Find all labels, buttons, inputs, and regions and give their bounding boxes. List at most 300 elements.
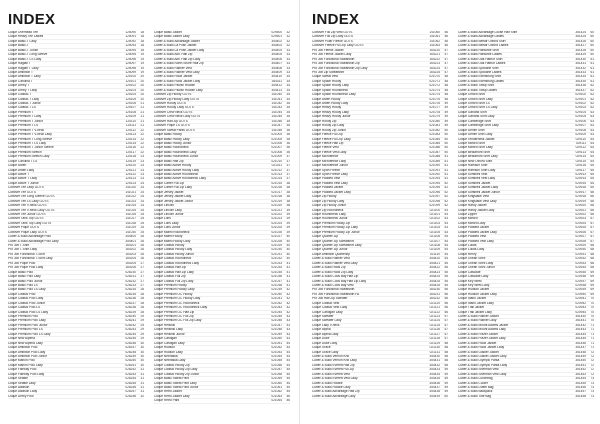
entry-page: 39	[286, 217, 290, 221]
entry-name: Clique Zip Hoody Junior	[312, 204, 347, 208]
entry-code: 021095	[429, 186, 440, 190]
entry-code: 125099	[125, 70, 136, 74]
entry-name: Clique Classic Hoody Zip Lady	[154, 368, 198, 372]
entry-page: 35	[286, 115, 290, 119]
entry-code: 354407	[271, 62, 282, 66]
entry-code: 351455	[575, 381, 586, 385]
entry-page: 33	[286, 66, 290, 70]
entry-name: Clique Premium T V-neck	[8, 128, 45, 132]
entry-page: 72	[590, 354, 594, 358]
entry-code: 021027	[271, 235, 282, 239]
entry-page: 24	[140, 190, 144, 194]
entry-code: 020924	[575, 221, 586, 225]
entry-name: Clique Classic Vest Lady	[312, 306, 348, 310]
entry-page: 24	[140, 199, 144, 203]
entry-code: 351440	[575, 315, 586, 318]
entry-page: 69	[590, 292, 594, 296]
entry-code: 028251	[125, 363, 136, 367]
entry-code: 351446	[575, 341, 586, 345]
entry-code: 354434	[429, 372, 440, 376]
entry-page: 53	[444, 208, 448, 212]
entry-code: 029114	[575, 155, 586, 159]
entry-page: 40	[286, 248, 290, 252]
entry-name: Clique Idaho Jacket	[458, 297, 486, 301]
entry-page: 21	[140, 124, 144, 128]
entry-name: Clique Basic Hoody Junior	[154, 141, 192, 145]
entry-code: 125122	[125, 173, 136, 176]
entry-page: 23	[140, 173, 144, 176]
entry-page: 67	[590, 226, 594, 230]
entry-code: 125113	[125, 133, 136, 137]
entry-page: 25	[140, 230, 144, 234]
entry-code: 028236	[125, 297, 136, 301]
entry-page: 73	[590, 386, 594, 389]
entry-page: 72	[590, 368, 594, 372]
index-page-left	[0, 0, 296, 424]
entry-page: 44	[286, 363, 290, 367]
entry-name: Cutter & Buck Pacific Hoodie Lady	[154, 88, 203, 92]
entry-code: 164232	[429, 297, 440, 301]
entry-name: Cutter & Buck Hood Jacket	[458, 341, 497, 345]
entry-name: Cutter & Buck Spokane Ladies	[458, 70, 502, 74]
entry-page: 34	[286, 88, 290, 92]
entry-page: 43	[286, 315, 290, 318]
entry-page: 33	[286, 48, 290, 52]
entry-name: Cottover Polar Fleece GOTS	[312, 39, 353, 43]
entry-page: 37	[286, 164, 290, 168]
entry-code: 125123	[125, 177, 136, 181]
entry-page: 32	[140, 394, 144, 398]
entry-code: 351452	[575, 368, 586, 372]
entry-page: 52	[444, 181, 448, 185]
entry-name: Cottover Pique GOTS	[8, 226, 40, 230]
entry-page: 62	[590, 93, 594, 97]
entry-code: 125112	[125, 128, 136, 132]
entry-code: 021028	[271, 239, 282, 243]
entry-code: 021041	[271, 297, 282, 301]
entry-name: Clique Padded Vest	[312, 177, 340, 181]
entry-code: 021071	[429, 79, 440, 83]
entry-name: Clique Jersey Jacket Lady	[154, 195, 192, 199]
entry-name: Pro Job Functional T-Shirt Lady	[8, 257, 53, 261]
entry-page: 70	[590, 301, 594, 305]
entry-page: 55	[444, 266, 448, 270]
entry-name: Clique Softshell Vest Lady	[458, 177, 496, 181]
entry-page: 46	[444, 39, 448, 43]
entry-name: Cutter & Buck La Push Jacket	[154, 44, 197, 48]
entry-code: 021096	[429, 190, 440, 194]
entry-name: Clique Ambition T Lady	[8, 75, 41, 79]
entry-page: 60	[590, 39, 594, 43]
entry-code: 029110	[575, 137, 586, 141]
entry-code: 020936	[575, 275, 586, 279]
entry-page: 51	[444, 168, 448, 172]
entry-page: 68	[590, 252, 594, 256]
entry-page: 36	[286, 146, 290, 150]
entry-name: Pro Job Zip Sweatshirt	[312, 70, 345, 74]
entry-name: Cutter & Buck Everett Half Zip	[312, 363, 355, 367]
entry-code: 020929	[575, 244, 586, 247]
entry-name: Clique Harrison Shirt	[458, 164, 488, 168]
entry-name: Clique Basic Sweat Pant Junior	[154, 386, 199, 389]
entry-code: 125095	[125, 53, 136, 57]
entry-name: Cutter & Buck Frazer Jacket	[458, 332, 498, 336]
entry-page: 47	[444, 70, 448, 74]
entry-name: Clique Trail Jacket	[458, 306, 485, 310]
entry-code: 028256	[125, 386, 136, 389]
entry-name: Clique Classic Half Zip Lady	[154, 270, 194, 274]
entry-code: 020941	[575, 297, 586, 301]
entry-name: Clique Ambition Polo Junior	[8, 354, 47, 358]
entry-code: 021047	[271, 323, 282, 327]
entry-page: 60	[590, 53, 594, 57]
entry-code: 021033	[271, 261, 282, 265]
entry-name: Pro Job Fleece Jacket Lady	[312, 53, 352, 57]
entry-code: 125107	[125, 106, 136, 110]
entry-name: Clique Arden Lady	[8, 168, 35, 172]
entry-page: 63	[590, 128, 594, 132]
entry-code: 020943	[575, 306, 586, 310]
entry-code: 021043	[271, 306, 282, 310]
entry-page: 38	[286, 181, 290, 185]
entry-name: Cutter & Buck Rainier Vest	[154, 66, 192, 70]
entry-code: 029107	[575, 124, 586, 128]
entry-code: 021121	[429, 306, 440, 310]
entry-page: 55	[444, 283, 448, 287]
entry-code: 125093	[125, 44, 136, 48]
entry-page: 45	[286, 372, 290, 376]
index-columns	[312, 31, 594, 399]
entry-page: 30	[140, 341, 144, 345]
entry-code: 354413	[271, 88, 282, 92]
entry-page: 38	[286, 195, 290, 199]
entry-name: Clique Denim Shirt Lady	[458, 133, 493, 137]
entry-page: 41	[286, 261, 290, 265]
entry-name: Clique Oxford Shirt	[458, 93, 485, 97]
entry-name: Cutter & Buck Rainier Vest Lady	[312, 261, 358, 265]
entry-code: 021128	[429, 337, 440, 341]
entry-name: Cottover Fleece Full Zip Lady GOTS	[312, 44, 364, 48]
entry-page: 36	[286, 150, 290, 154]
entry-page: 60	[590, 44, 594, 48]
entry-name: Cottover Crew Neck GOTS	[154, 110, 193, 114]
entry-page: 39	[286, 226, 290, 230]
entry-name: Clique Trail Jacket Lady	[458, 310, 492, 314]
entry-page: 25	[140, 208, 144, 212]
entry-name: Clique Fleece Full Zip	[312, 133, 343, 137]
entry-page: 38	[286, 199, 290, 203]
entry-page: 60	[590, 35, 594, 39]
entry-page: 73	[590, 381, 594, 385]
entry-page: 46	[444, 44, 448, 48]
entry-name: Clique Softshell Jacket Lady	[458, 186, 499, 190]
entry-code: 125108	[125, 110, 136, 114]
entry-name: Clique Basic Roundneck Lady	[154, 150, 197, 154]
index-column	[458, 31, 594, 399]
entry-page: 63	[590, 124, 594, 128]
entry-page: 62	[590, 84, 594, 88]
entry-name: Clique Loris Lady	[154, 221, 179, 225]
entry-code: 351431	[575, 62, 586, 66]
entry-name: Cottover Tee LS Lady GOTS	[8, 199, 49, 203]
entry-name: Clique Classic Polo LS	[8, 306, 41, 310]
entry-page: 48	[444, 88, 448, 92]
index-entry	[154, 399, 290, 403]
entry-name: Clique Helsinki Lady	[154, 328, 183, 332]
entry-code: 028242	[125, 323, 136, 327]
entry-page: 38	[286, 204, 290, 208]
entry-page: 48	[444, 97, 448, 101]
entry-code: 021014	[271, 177, 282, 181]
entry-code: 125117	[125, 150, 136, 154]
entry-code: 028247	[125, 346, 136, 350]
entry-code: 021130	[429, 346, 440, 350]
entry-page: 56	[444, 297, 448, 301]
entry-code: 021087	[429, 150, 440, 154]
entry-code: 351429	[575, 53, 586, 57]
entry-code: 021046	[271, 319, 282, 323]
entry-page: 42	[286, 306, 290, 310]
entry-name: Clique Classic-T Junior	[8, 102, 41, 105]
entry-code: 021026	[271, 230, 282, 234]
entry-page: 54	[444, 235, 448, 239]
entry-code: 020919	[575, 199, 586, 203]
entry-page: 31	[140, 390, 144, 394]
entry-code: 021052	[271, 346, 282, 350]
entry-page: 54	[444, 248, 448, 252]
entry-page: 48	[444, 79, 448, 83]
entry-name: Clique Padded Jacket	[312, 186, 344, 190]
entry-code: 028237	[125, 301, 136, 305]
entry-name: Clique Hudson Jacket	[458, 288, 490, 292]
entry-name: Clique Hoody Zip Lady	[312, 124, 345, 128]
entry-name: Clique Nebraska	[154, 354, 178, 358]
entry-code: 021015	[271, 181, 282, 185]
entry-code: 021058	[271, 372, 282, 376]
entry-name: Clique Basic-T Long Sleeve	[8, 53, 48, 57]
entry-code: 020930	[575, 248, 586, 252]
entry-name: Clique Denim Shirt	[458, 128, 485, 132]
entry-code: 354402	[271, 39, 282, 43]
entry-code: 021030	[271, 248, 282, 252]
entry-page: 43	[286, 332, 290, 336]
entry-page: 36	[286, 133, 290, 137]
entry-name: Cutter & Buck Belfair Oxford Shirt	[458, 39, 506, 43]
entry-page: 58	[444, 346, 448, 350]
entry-name: Cottover Tee Junior GOTS	[8, 212, 46, 216]
entry-name: Clique Grace	[312, 346, 331, 350]
entry-code: 021080	[429, 119, 440, 123]
entry-page: 31	[140, 372, 144, 376]
entry-name: Pro Job Functional Sweatshirt Zip Lady	[312, 66, 368, 70]
entry-page: 20	[140, 93, 144, 97]
entry-code: 141025	[125, 208, 136, 212]
entry-page: 21	[140, 106, 144, 110]
entry-name: Clique Classic Hoody	[154, 244, 185, 247]
entry-page: 52	[444, 204, 448, 208]
entry-page: 38	[286, 186, 290, 190]
entry-page: 64	[590, 150, 594, 154]
entry-name: Clique Tenderness Jacket	[458, 137, 495, 141]
entry-name: Clique Duke	[312, 337, 330, 341]
entry-page: 62	[590, 97, 594, 101]
entry-name: Clique Padded Jacket	[458, 226, 490, 230]
entry-code: 020916	[575, 186, 586, 190]
entry-code: 021013	[271, 173, 282, 176]
entry-code: 021122	[429, 310, 440, 314]
entry-code: 125124	[125, 181, 136, 185]
entry-code: 021016	[271, 186, 282, 190]
entry-name: Clique Henry	[458, 252, 477, 256]
entry-code: 021034	[271, 266, 282, 270]
entry-page: 21	[140, 102, 144, 105]
entry-code: 351436	[575, 84, 586, 88]
entry-page: 50	[444, 133, 448, 137]
entry-code: 354406	[271, 57, 282, 61]
entry-page: 48	[444, 84, 448, 88]
entry-name: Clique Milford Shirt	[458, 141, 485, 145]
entry-code: 021091	[429, 168, 440, 172]
entry-page: 27	[140, 279, 144, 283]
entry-page: 21	[140, 119, 144, 123]
entry-code: 125104	[125, 93, 136, 97]
entry-name: Clique Marion Polo	[8, 359, 35, 363]
entry-name: Clique Cambridge Shirt	[458, 119, 491, 123]
entry-code: 164202	[125, 248, 136, 252]
index-page-right	[304, 0, 600, 424]
entry-page: 29	[140, 323, 144, 327]
entry-page: 19	[140, 70, 144, 74]
entry-name: Clique Premium T Long Sleeve	[8, 137, 52, 141]
entry-page: 35	[286, 119, 290, 123]
entry-page: 22	[140, 146, 144, 150]
entry-code: 029101	[575, 97, 586, 101]
entry-page: 26	[140, 235, 144, 239]
entry-name: Clique Basic-T Lady	[8, 39, 37, 43]
entry-name: Cutter & Buck Advantage Polo	[8, 235, 51, 239]
entry-name: Clique Quarter Zip Sweatshirt Lady	[312, 244, 362, 247]
entry-name: Cutter & Buck Advantage Half Zip	[312, 390, 360, 394]
entry-name: Clique Premium OC Full Zip Lady	[154, 319, 202, 323]
entry-name: Clique Premium Stretch Lady	[8, 155, 50, 159]
entry-page: 34	[286, 79, 290, 83]
entry-name: Cottover Tee V-neck Lady GOTS	[8, 208, 55, 212]
entry-page: 57	[444, 319, 448, 323]
entry-code: 354425	[429, 279, 440, 283]
entry-code: 021084	[429, 137, 440, 141]
entry-page: 36	[286, 141, 290, 145]
entry-page: 66	[590, 195, 594, 199]
entry-code: 021050	[271, 337, 282, 341]
entry-name: Pro Job Functional Sweatshirt Zip	[312, 62, 360, 66]
entry-code: 021070	[429, 75, 440, 79]
entry-name: Clique Carolina T LS	[8, 159, 38, 163]
entry-code: 021090	[429, 164, 440, 168]
entry-page: 53	[444, 212, 448, 216]
entry-code: 021056	[271, 363, 282, 367]
entry-code: 021127	[429, 332, 440, 336]
entry-code: 125116	[125, 146, 136, 150]
entry-page: 27	[140, 275, 144, 279]
entry-page: 54	[444, 239, 448, 243]
entry-code: 021019	[271, 199, 282, 203]
entry-name: Clique Classic Roundneck Lady	[154, 261, 200, 265]
entry-page: 49	[444, 124, 448, 128]
entry-page: 29	[140, 315, 144, 318]
entry-page: 29	[140, 337, 144, 341]
entry-code: 021031	[271, 252, 282, 256]
entry-name: Clique Premium OC Hoody Lady	[154, 297, 201, 301]
entry-name: Pro Job Functional Sweatshirt	[312, 57, 355, 61]
entry-page: 37	[286, 159, 290, 163]
entry-name: Clique Oxford Shirt LS	[458, 102, 490, 105]
entry-name: Clique Zip Roundneck	[312, 208, 344, 212]
entry-name: Cutter & Buck Advantage Lady	[312, 394, 356, 398]
entry-name: Cutter & Buck Rainier Vest	[312, 257, 350, 261]
entry-name: Cottover Sweat Pants GOTS	[154, 128, 195, 132]
entry-name: Clique Basic Active Roundneck Lady	[154, 177, 206, 181]
entry-page: 71	[590, 332, 594, 336]
entry-name: Clique Ambition T	[8, 70, 33, 74]
entry-name: Clique Marion Polo Lady	[8, 363, 43, 367]
entry-code: 351426	[575, 39, 586, 43]
entry-page: 48	[444, 93, 448, 97]
entry-name: Clique Premium OC Full Zip	[154, 315, 194, 318]
entry-page: 63	[590, 133, 594, 137]
entry-code: 020938	[575, 283, 586, 287]
entry-code: 354411	[271, 79, 282, 83]
entry-code: 354436	[429, 381, 440, 385]
entry-name: Cutter & Buck Twisp Shirt	[458, 84, 495, 88]
entry-page: 40	[286, 244, 290, 247]
entry-code: 141062	[429, 39, 440, 43]
entry-page: 65	[590, 177, 594, 181]
entry-code: 354422	[429, 266, 440, 270]
entry-name: Clique Space Hoody Lady	[312, 84, 349, 88]
entry-name: Clique Basic Sweat Pant	[154, 377, 189, 381]
entry-code: 164203	[125, 252, 136, 256]
entry-name: Clique Classic-T	[8, 93, 32, 97]
entry-page: 51	[444, 164, 448, 168]
entry-code: 351458	[575, 394, 586, 398]
entry-code: 021103	[429, 221, 440, 225]
entry-page: 56	[444, 310, 448, 314]
entry-page: 49	[444, 110, 448, 114]
entry-code: 141046	[271, 119, 282, 123]
entry-code: 141028	[125, 221, 136, 225]
entry-page: 41	[286, 275, 290, 279]
entry-code: 354438	[429, 390, 440, 394]
entry-page: 67	[590, 235, 594, 239]
entry-page: 39	[286, 221, 290, 225]
entry-page: 27	[140, 261, 144, 265]
entry-name: Cutter & Buck Sherman Vest	[458, 368, 499, 372]
entry-page: 27	[140, 270, 144, 274]
entry-name: Pro Job Half Zip Sweater	[312, 297, 348, 301]
entry-page: 41	[286, 270, 290, 274]
entry-page: 45	[286, 386, 290, 389]
entry-code: 021129	[429, 341, 440, 345]
entry-code: 020923	[575, 217, 586, 221]
entry-name: Clique Classic Half Zip	[154, 266, 187, 270]
entry-page: 31	[140, 377, 144, 381]
entry-name: Clique Sweat Vest	[312, 75, 338, 79]
entry-name: Clique Basic Polo	[8, 270, 33, 274]
entry-name: Clique Raglan T Lady	[8, 66, 39, 70]
entry-page: 45	[286, 368, 290, 372]
entry-page: 35	[286, 106, 290, 110]
entry-code: 028252	[125, 368, 136, 372]
